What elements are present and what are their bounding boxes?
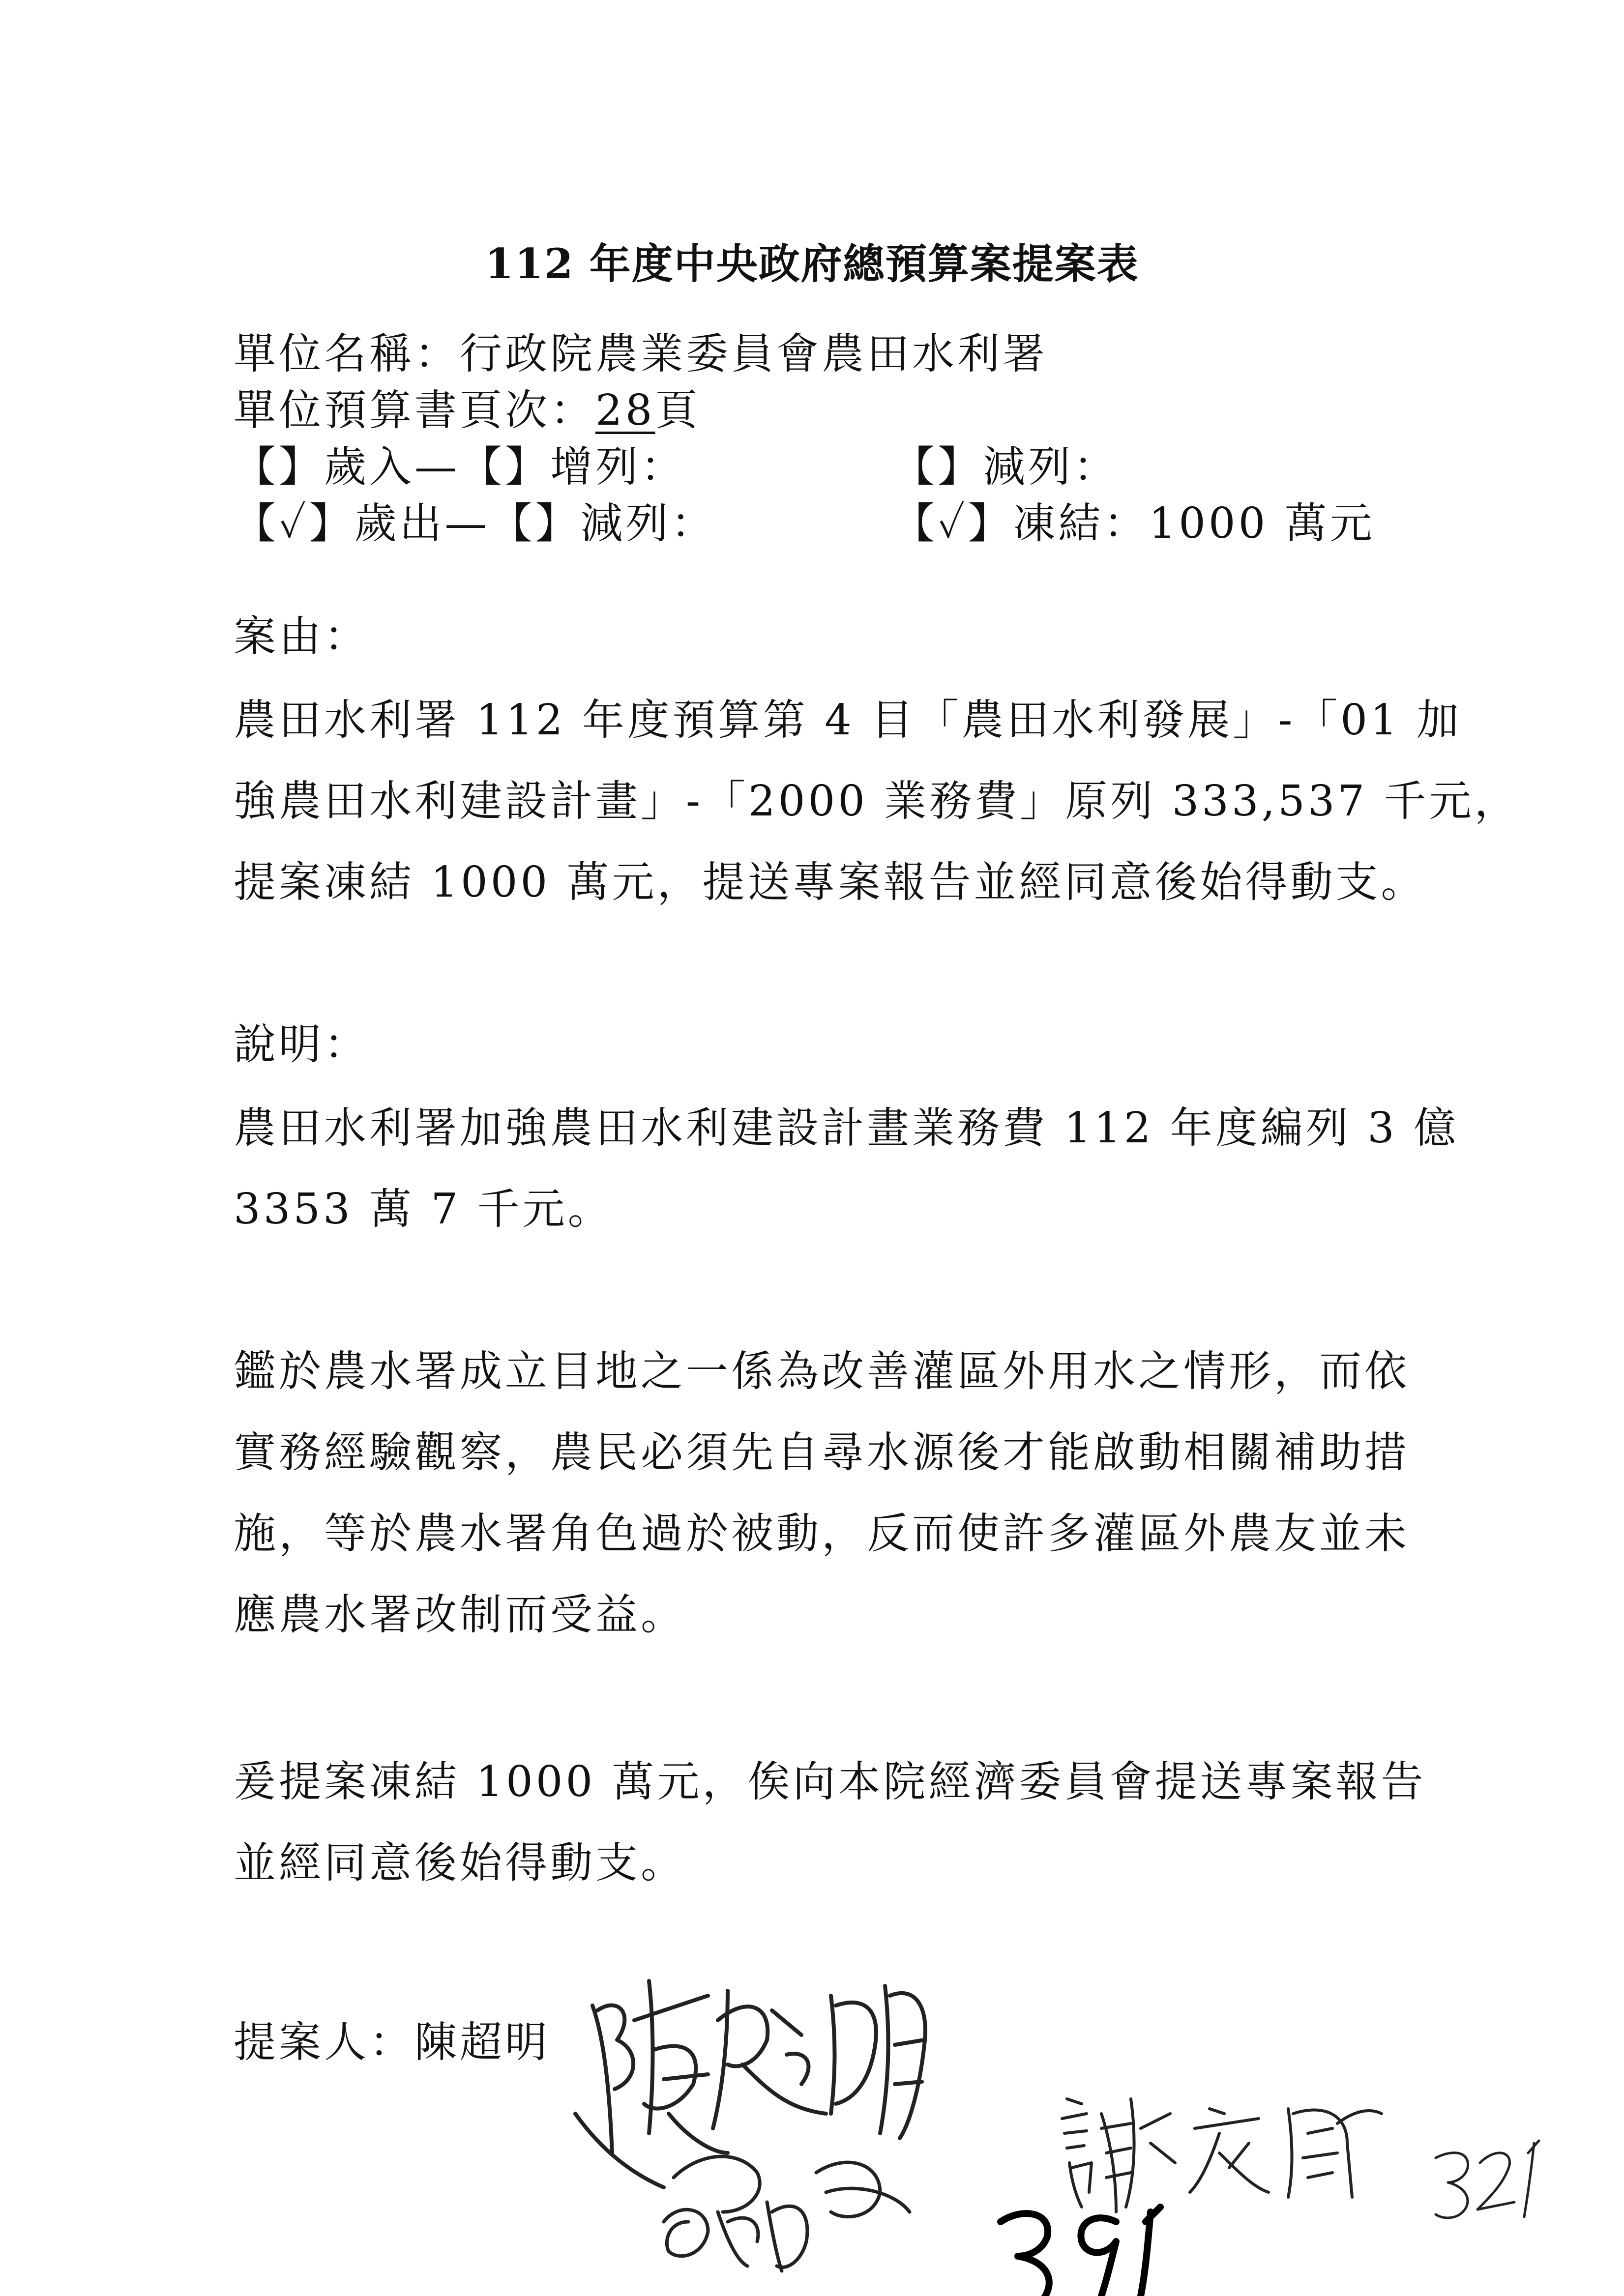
revenue-increase-label: 增列： bbox=[550, 442, 686, 492]
revenue-checkbox: 【】 bbox=[234, 442, 324, 492]
explanation-line: 鑑於農水署成立目地之一係為改善灌區外用水之情形，而依 bbox=[234, 1347, 1410, 1396]
case-line: 強農田水利建設計畫」-「2000 業務費」原列 333,537 千元， bbox=[234, 777, 1520, 826]
budget-page-number: 28 bbox=[595, 386, 655, 435]
handwritten-number-321 bbox=[1436, 2141, 1539, 2218]
signature-scribble bbox=[664, 2156, 910, 2271]
expenditure-decrease-checkbox: 【】 bbox=[490, 499, 581, 548]
revenue-increase-checkbox: 【】 bbox=[460, 442, 550, 492]
explanation-line: 應農水署改制而受益。 bbox=[234, 1590, 686, 1639]
explanation-line: 施，等於農水署角色過於被動，反而使許多灌區外農友並未 bbox=[234, 1509, 1410, 1558]
explanation-line: 實務經驗觀察，農民必須先自尋水源後才能啟動相關補助措 bbox=[234, 1428, 1410, 1477]
proposer-name: 陳超明 bbox=[414, 2018, 550, 2067]
expenditure-label: 歲出— bbox=[354, 499, 490, 548]
handwritten-number-391 bbox=[1001, 2207, 1160, 2296]
unit-name-value: 行政院農業委員會農田水利署 bbox=[460, 329, 1048, 378]
explanation-heading: 說明： bbox=[234, 1020, 369, 1069]
explanation-line: 並經同意後始得動支。 bbox=[234, 1838, 686, 1888]
expenditure-freeze-checkbox: 【✓】 bbox=[892, 499, 1013, 548]
expenditure-freeze-label: 凍結：1000 萬元 bbox=[1013, 499, 1375, 548]
case-line: 農田水利署 112 年度預算第 4 目「農田水利發展」-「01 加 bbox=[234, 696, 1462, 745]
case-heading: 案由： bbox=[234, 612, 369, 661]
explanation-line: 爰提案凍結 1000 萬元，俟向本院經濟委員會提送專案報告 bbox=[234, 1757, 1426, 1806]
signature-chen-chaoming bbox=[575, 1981, 925, 2187]
expenditure-checkbox: 【✓】 bbox=[234, 499, 354, 548]
signature-xie-yifeng bbox=[1062, 2099, 1382, 2212]
budget-page-suffix: 頁 bbox=[655, 386, 701, 435]
explanation-line: 農田水利署加強農田水利建設計畫業務費 112 年度編列 3 億 bbox=[234, 1104, 1459, 1153]
revenue-decrease-label: 減列： bbox=[983, 442, 1119, 492]
revenue-decrease-checkbox: 【】 bbox=[892, 442, 983, 492]
proposer-label: 提案人： bbox=[234, 2018, 414, 2067]
explanation-line: 3353 萬 7 千元。 bbox=[234, 1185, 613, 1234]
page-title: 112 年度中央政府總預算案提案表 bbox=[485, 239, 1139, 288]
case-line: 提案凍結 1000 萬元，提送專案報告並經同意後始得動支。 bbox=[234, 858, 1426, 907]
revenue-label: 歲入— bbox=[324, 442, 460, 492]
expenditure-decrease-label: 減列： bbox=[580, 499, 716, 548]
budget-page-label: 單位預算書頁次： bbox=[234, 386, 595, 435]
unit-name-label: 單位名稱： bbox=[234, 329, 460, 378]
